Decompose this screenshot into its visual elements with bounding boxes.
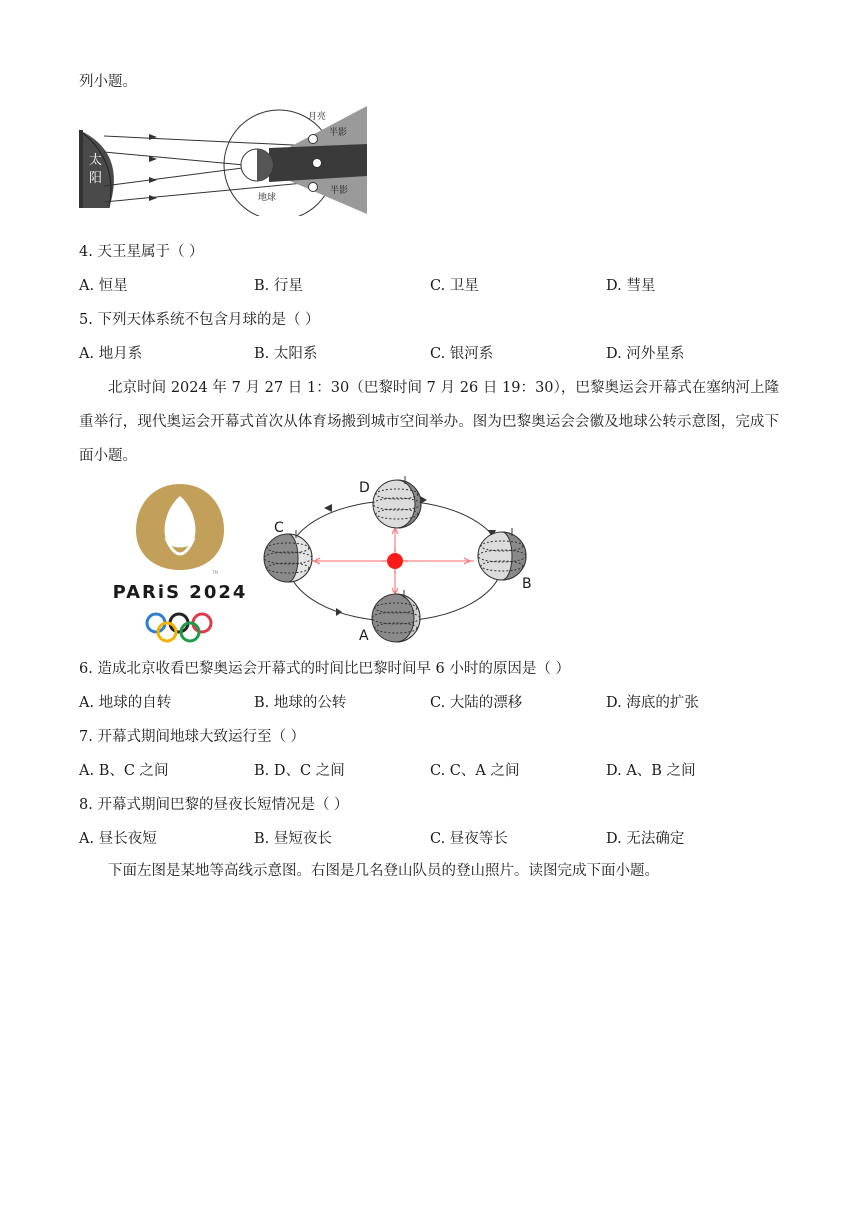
q7-option-a: A. B、C 之间	[79, 763, 169, 779]
sun-shape	[79, 130, 114, 208]
sun-label-1: 太	[89, 153, 103, 168]
eclipse-diagram	[79, 100, 371, 216]
orbit-label-d: D	[359, 480, 370, 496]
q4-option-c: C. 卫星	[430, 278, 479, 294]
penumbra-label-top: 半影	[329, 128, 348, 138]
q6-option-d: D. 海底的扩张	[606, 695, 699, 711]
q8-option-b: B. 昼短夜长	[254, 831, 332, 847]
sun-dot	[387, 553, 403, 569]
logo-tm: TM	[212, 570, 218, 575]
earth-revolution-diagram	[262, 472, 542, 644]
q5-option-c: C. 银河系	[430, 346, 494, 362]
passage-paris-olympics: 北京时间 2024 年 7 月 27 日 1：30（巴黎时间 7 月 26 日 19：30），巴黎奥运会开幕式在塞纳河上隆重举行，现代奥运会开幕式首次从体育场搬到城市空间举办。图为巴黎奥运会会徽及地球公转示意图，完成下面小题。	[79, 380, 779, 464]
earth-label: 地球	[258, 193, 277, 203]
q4-option-d: D. 彗星	[606, 278, 656, 294]
q5-option-d: D. 河外星系	[606, 346, 685, 362]
earth-d	[373, 476, 421, 528]
earth-a	[372, 590, 420, 642]
question-6-stem: 6. 造成北京收看巴黎奥运会开幕式的时间比巴黎时间早 6 小时的原因是（ ）	[79, 661, 570, 677]
q4-option-a: A. 恒星	[79, 278, 128, 294]
intro-tail-text: 列小题。	[79, 74, 137, 90]
q8-option-c: C. 昼夜等长	[430, 831, 508, 847]
question-5-stem: 5. 下列天体系统不包含月球的是（ ）	[79, 312, 320, 328]
q6-option-b: B. 地球的公转	[254, 695, 347, 711]
q5-option-a: A. 地月系	[79, 346, 143, 362]
q7-option-c: C. C、A 之间	[430, 763, 520, 779]
orbit-label-b: B	[522, 576, 532, 592]
q5-option-b: B. 太阳系	[254, 346, 318, 362]
paris-2024-logo	[100, 478, 260, 648]
q8-option-a: A. 昼长夜短	[79, 831, 157, 847]
orbit-label-c: C	[274, 520, 284, 536]
passage-contour-map: 下面左图是某地等高线示意图。右图是几名登山队员的登山照片。读图完成下面小题。	[108, 863, 659, 879]
earth-b	[478, 528, 526, 580]
orbit-label-a: A	[359, 628, 369, 644]
q8-option-d: D. 无法确定	[606, 831, 685, 847]
q6-option-c: C. 大陆的漂移	[430, 695, 523, 711]
q7-option-b: B. D、C 之间	[254, 763, 345, 779]
question-8-stem: 8. 开幕式期间巴黎的昼夜长短情况是（ ）	[79, 797, 349, 813]
question-4-stem: 4. 天王星属于（ ）	[79, 244, 204, 260]
penumbra-label-bottom: 半影	[330, 186, 349, 196]
earth-c	[264, 530, 312, 582]
sun-label-2: 阳	[89, 171, 103, 186]
q7-option-d: D. A、B 之间	[606, 763, 696, 779]
question-7-stem: 7. 开幕式期间地球大致运行至（ ）	[79, 729, 306, 745]
logo-wordmark: PARiS 2024	[112, 582, 248, 603]
q6-option-a: A. 地球的自转	[79, 695, 172, 711]
olympic-rings	[147, 614, 211, 641]
moon-label: 月亮	[308, 112, 327, 122]
q4-option-b: B. 行星	[254, 278, 303, 294]
